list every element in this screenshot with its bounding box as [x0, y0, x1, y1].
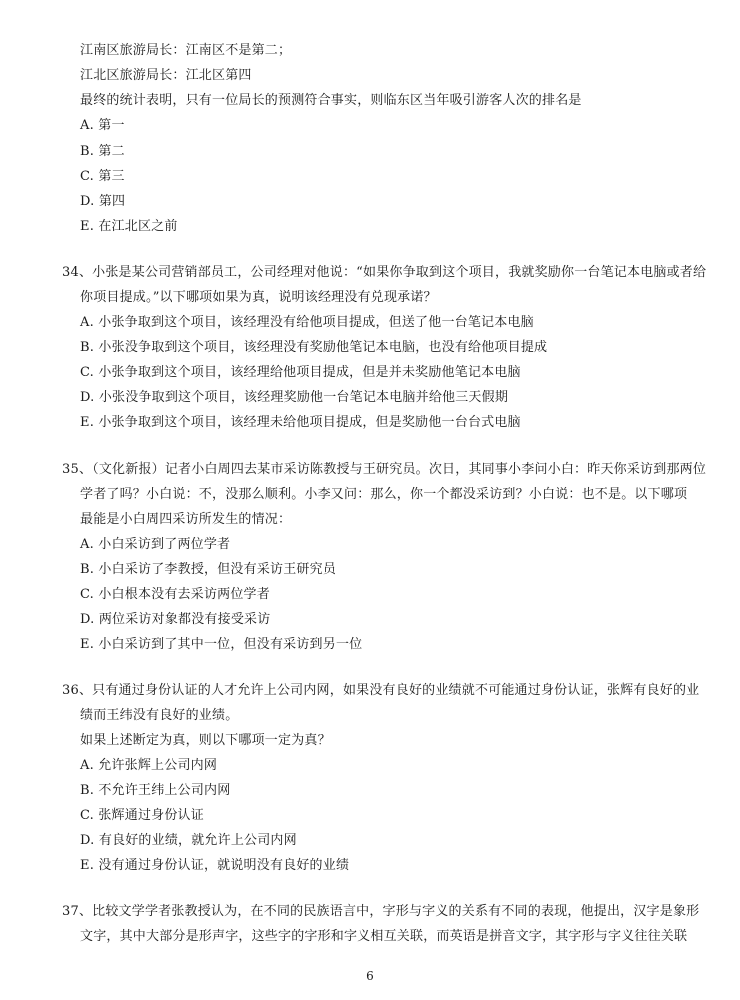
option-b: B. 小白采访了李教授，但没有采访王研究员	[80, 562, 337, 577]
question-36-text: 36、只有通过身份认证的人才允许上公司内网，如果没有良好的业绩就不可能通过身份认证，张辉有良好的业	[62, 683, 700, 698]
option-e: E. 没有通过身份认证，就说明没有良好的业绩	[80, 858, 350, 873]
option-b: B. 不允许王纬上公司内网	[80, 783, 231, 798]
question-34-text: 你项目提成。”以下哪项如果为真，说明该经理没有兑现承诺？	[80, 290, 437, 305]
intro-line: 最终的统计表明，只有一位局长的预测符合事实，则临东区当年吸引游客人次的排名是	[80, 93, 582, 108]
option-d: D. 第四	[80, 194, 126, 209]
option-a: A. 小白采访到了两位学者	[80, 537, 231, 552]
question-37-text: 文字，其中大部分是形声字，这些字的字形和字义相互关联，而英语是拼音文字，其字形与字义往往关联	[80, 929, 688, 944]
option-a: A. 小张争取到这个项目，该经理没有给他项目提成，但送了他一台笔记本电脑	[80, 315, 534, 330]
option-c: C. 小张争取到这个项目，该经理给他项目提成，但是并未奖励他笔记本电脑	[80, 365, 521, 380]
option-e: E. 在江北区之前	[80, 219, 178, 234]
option-c: C. 张辉通过身份认证	[80, 808, 204, 823]
question-36-text: 绩而王纬没有良好的业绩。	[80, 708, 239, 723]
page-number: 6	[366, 969, 374, 983]
option-a: A. 第一	[80, 118, 125, 133]
option-e: E. 小张争取到这个项目，该经理未给他项目提成，但是奖励他一台台式电脑	[80, 415, 521, 430]
option-c: C. 小白根本没有去采访两位学者	[80, 587, 270, 602]
question-34-text: 34、小张是某公司营销部员工，公司经理对他说：“如果你争取到这个项目，我就奖励你一台笔记本电脑或者给	[62, 265, 707, 280]
option-a: A. 允许张辉上公司内网	[80, 758, 218, 773]
question-35-text: 最能是小白周四采访所发生的情况：	[80, 512, 292, 527]
question-37-text: 37、比较文学学者张教授认为，在不同的民族语言中，字形与字义的关系有不同的表现，他提出，汉字是象形	[62, 904, 700, 919]
question-35-text: 学者了吗？小白说：不，没那么顺利。小李又问：那么，你一个都没采访到？小白说：也不是。以下哪项	[80, 487, 688, 502]
intro-line: 江南区旅游局长：江南区不是第二；	[80, 43, 292, 58]
question-36-prompt: 如果上述断定为真，则以下哪项一定为真？	[80, 733, 331, 748]
option-d: D. 两位采访对象都没有接受采访	[80, 612, 271, 627]
option-b: B. 小张没争取到这个项目，该经理没有奖励他笔记本电脑，也没有给他项目提成	[80, 340, 548, 355]
question-35-text: 35、（文化新报）记者小白周四去某市采访陈教授与王研究员。次日，其同事小李问小白：昨天你采访到那两位	[62, 462, 707, 477]
intro-line: 江北区旅游局长：江北区第四	[80, 68, 252, 83]
option-b: B. 第二	[80, 144, 125, 159]
option-e: E. 小白采访到了其中一位，但没有采访到另一位	[80, 637, 363, 652]
option-d: D. 有良好的业绩，就允许上公司内网	[80, 833, 297, 848]
option-c: C. 第三	[80, 169, 125, 184]
option-d: D. 小张没争取到这个项目，该经理奖励他一台笔记本电脑并给他三天假期	[80, 390, 509, 405]
